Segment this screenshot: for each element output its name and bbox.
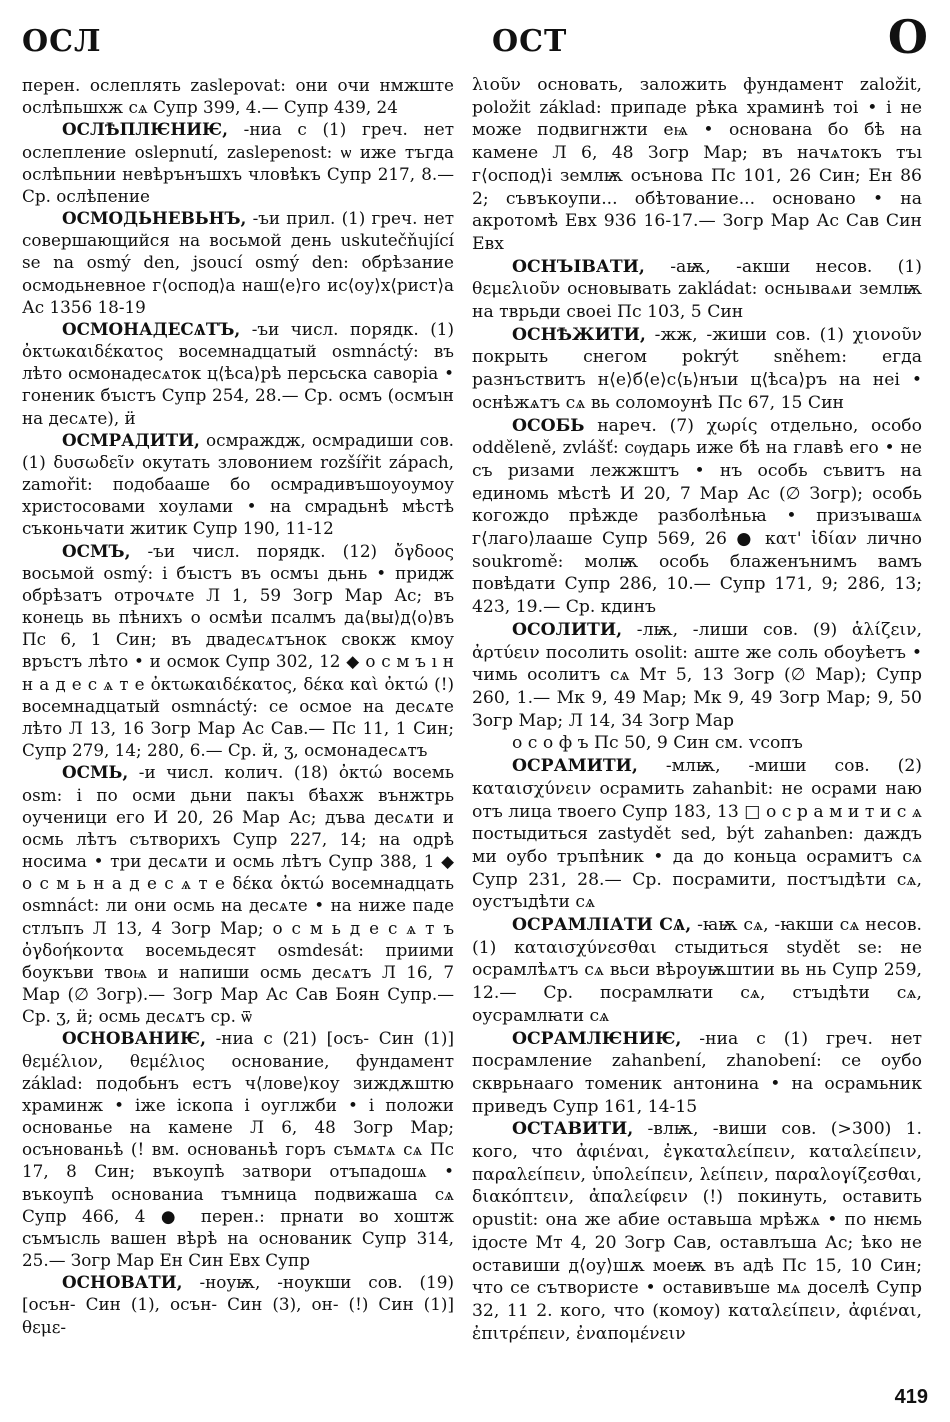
dictionary-entry (472, 1028, 922, 1119)
entry-text: λιοῦν основать, заложить фундамент založit, položit základ: припаде рѣка храминѣ тоі • і не може подвигнжти еѩ • основана бо бѣ на камене Л 6, 48 Зогр Мар; въ начѧтокъ тъı г⟨оспод⟩і землѭ осънова Пс 101, 26 Син; Ен 86 2; съвъкоупи... обѣтование... основано • на акротомѣ Евх 936 16-17.— Зогр Мар Ас Сав Син Евх (472, 75, 922, 254)
entry-text: -влѭ, -виши сов. (>300) 1. кого, что ἀφιέναι, ἐγκαταλείπειν, καταλείπειν, παραλείπειν, ὑπολείπειν, λείπειν, παραλογίζεσθαι, διακόπτειν, ἀπαλείφειν (!) покинуть, оставить opustit: она же абие оставьша мрѣжѧ • по нѥмь ідосте Мт 4, 20 Зогр Сав, оставлъша Ас; ѣко не оставиши д⟨оу⟩шѫ моеѭ въ адѣ Пс 15, 10 Син; что се сътвористе • оставивъше мѧ доселѣ Супр 32, 11 2. кого, что (комоу) καταλείπειν, ἀφιέναι, ἐπιτρέπειν, ἐναπομένειν (472, 1119, 922, 1344)
dictionary-entry (472, 415, 922, 619)
entry-text: -ъи прил. (1) греч. нет совершающийся на восьмой день uskutečňující se na osmý den, jsoucí osmý den: обрѣзание осмодьневное г⟨оспод⟩а наш⟨е⟩го ис⟨оу⟩х⟨рист⟩а Ас 1356 18-19 (22, 208, 454, 317)
entry-headword: ОСРАМЛѤНИѤ, (512, 1028, 682, 1049)
entry-headword: ОСМОНАДЕСѦТЪ, (62, 318, 241, 339)
entry-headword: ОСМОДЬНЕВЬНЪ, (62, 208, 247, 229)
entry-headword: ОСНОВАНИѤ, (62, 1028, 206, 1049)
right-column (472, 74, 922, 1345)
dictionary-entry (22, 540, 454, 762)
dictionary-entry (472, 256, 922, 324)
entry-headword: ОСТАВИТИ, (512, 1119, 634, 1140)
entry-text: -жж, -жиши сов. (1) χιονοῦν покрыть снегом pokrýt sněhem: егда разнъствитъ н⟨е⟩б⟨е⟩с⟨ь⟩нъıи ц⟨ѣса⟩ръ на неі • оснѣжѧтъ сѧ вь соломоунѣ Пс 67, 15 Син (472, 324, 922, 413)
entry-headword: ОСМРАДИТИ, (62, 429, 200, 450)
dictionary-entry (472, 1118, 922, 1345)
entry-text: -ꙗѭ сѧ, -ꙗкши сѧ несов. (1) καταισχύνεσθαι стыдиться stydět se: не осрамлѣѧтъ сѧ вьси вѣроуѭштии вь нь Супр 259, 12.— Ср. посрамлꙗти сѧ, стъıдѣти сѧ, оусрамлꙗти сѧ (472, 915, 922, 1026)
entry-text: -лѭ, -лиши сов. (9) ἁλίζειν, ἀρτύειν посолить osolit: аште же соль обоуѣетъ • чимь осолитъ сѧ Мт 5, 13 Зогр (∅ Мар); Супр 260, 1.— Мк 9, 49 Мар; Мк 9, 49 Зогр Мар; 9, 50 Зогр Мар; Л 14, 34 Зогр Мар (472, 619, 922, 731)
running-head-center: ОСТ (492, 24, 568, 59)
section-letter: О (887, 10, 928, 64)
dictionary-entry (472, 324, 922, 415)
entry-headword: ОСОЛИТИ, (512, 619, 623, 640)
entry-text: -и числ. колич. (18) ὀκτώ восемь osm: і по осми дьни пакъı бѣахж вънжтрь оученици его И 20, 26 Мар Ас; дъва десѧти и осмь лѣтъ сътворихъ Супр 227, 14; на одрѣ носима • три десѧти и осмь лѣтъ Супр 388, 1 ◆ о с м ь н а д е с ѧ т е δέκα ὀκτώ восемнадцать osmnáct: ли они осмь на десѧте • на ниже паде стлъпъ Л 13, 4 Зогр Мар; о с м ь д е с ѧ т ъ ὀγδοήκοντα восемьдесят osmdesát: приими боукъви твоѩ и напиши осмь десѧтъ Л 16, 7 Мар (∅ Зогр).— Зогр Мар Ас Сав Боян Супр.— Ср. ӡ, ӥ; осмь десѧтъ ср. ѿ (22, 762, 454, 1027)
entry-continuation (22, 74, 454, 118)
entry-text: о с о ф ъ Пс 50, 9 Син см. ѵсопъ (512, 733, 803, 754)
entry-headword: ОСРАМИТИ, (512, 756, 638, 777)
dictionary-entry (472, 732, 922, 755)
left-column (22, 74, 454, 1338)
entry-headword: ОСЛѢПЛѤНИѤ, (62, 119, 228, 140)
entry-headword: ОСМЬ, (62, 762, 129, 783)
dictionary-entry (472, 619, 922, 733)
entry-text: перен. ослеплять zaslepovat: они очи нмжште ослѣпьшхж сѧ Супр 399, 4.— Супр 439, 24 (22, 75, 454, 118)
entry-headword: ОСМЪ, (62, 540, 131, 561)
entry-text: -ниа с (1) греч. нет ослепление oslepnutí, zaslepenost: ѡ иже тъгда ослѣпьнии невѣрънъшхъ чловѣкъ Супр 217, 8.— Ср. ослѣпение (22, 119, 454, 206)
dictionary-entry (22, 761, 454, 1027)
running-head-left: ОСЛ (22, 24, 102, 59)
entry-headword: ОСНЪІВАТИ, (512, 256, 645, 277)
entry-headword: ОСОБЬ (512, 415, 585, 436)
entry-headword: ОСРАМЛІАТИ СѦ, (512, 915, 692, 936)
entry-headword: ОСНѢЖИТИ, (512, 324, 646, 345)
entry-text: нареч. (7) χωρίς отдельно, особо odděleně, zvlášť: сѹдарь иже бѣ на главѣ его • не съ ризами лежжштъ • нъ особь съвитъ на единомь мѣстѣ И 20, 7 Мар Ас (∅ Зогр); особь когождо прѣжде разболѣньꙗ • призъıвашѧ г⟨лаго⟩лааше Супр 569, 26 ● κατ' ἰδίαν лично soukromě: молѭ особь блаженънимъ вамъ повѣдати Супр 286, 10.— Супр 171, 9; 286, 13; 423, 19.— Ср. кдинъ (472, 415, 922, 618)
dictionary-entry (472, 914, 922, 1028)
entry-text: -ниа с (21) [осъ- Син (1)] θεμέλιον, θεμέλιος основание, фундамент základ: подобьнъ естъ ч⟨лове⟩коу зиждѫштю храминж • іже іскопа і оуглжби • і положи основанье на камене Л 6, 48 Зогр Мар; осънованьѣ (! вм. основаньѣ горъ съмѧтѧ сѧ Пс 17, 8 Син; въкоупѣ затвори отъпадошѧ • въкоупѣ основаниа тъмница подвижаша сѧ Супр 466, 4 ● перен.: прнати во хоштж съмъıсль вашен вѣрѣ на основаник Супр 314, 25.— Зогр Мар Ен Син Евх Супр (22, 1028, 454, 1271)
dictionary-entry (22, 429, 454, 540)
entry-text: -ъи числ. порядк. (12) ὄγδοος восьмой osmý: і бъıстъ въ осмъı дьнь • придж обрѣзатъ отрочѧте Л 1, 59 Зогр Мар Ас; въ конець вь пѣнихъ о осмѣи псалмъ да⟨вы⟩д⟨о⟩въ Пс 6, 1 Син; въ двадесѧтънок свокж кмоу връстъ лѣто • и осмок Супр 302, 12 ◆ о с м ъ ı н н а д е с ѧ т е ὀκτωκαιδέκατος, δέκα καὶ ὀκτώ (!) восемнадцатый osmnáctý: се осмое на десѧте лѣто Л 13, 16 Зогр Мар Ас Сав.— Пс 11, 1 Син; Супр 279, 14; 280, 6.— Ср. ӥ, ӡ, осмонадесѧтъ (22, 540, 454, 761)
dictionary-entry (22, 118, 454, 207)
entry-text: -ниа с (1) греч. нет посрамление zahanbení, zhanobení: се оубо скврьнааго томеник антонина • на осрамьник приведъ Супр 161, 14-15 (472, 1028, 923, 1117)
page-number: 419 (894, 1386, 928, 1408)
entry-text: -аѭ, -акши несов. (1) θεμελιοῦν основывать zakládat: осньıваѧи землѭ на тврьди своеі Пс 103, 5 Син (472, 256, 922, 323)
dictionary-entry (22, 207, 454, 318)
entry-continuation (472, 74, 922, 256)
entry-text: -ноуѭ, -ноукши сов. (19) [осън- Син (1), осън- Син (3), он- (!) Син (1)] θεμε- (22, 1272, 454, 1337)
dictionary-entry (22, 318, 454, 429)
entry-text: -млѭ, -миши сов. (2) καταισχύνειν осрамить zahanbit: не осрами наю отъ лица твоего Супр 183, 13 □ о с р а м и т и с ѧ постыдиться zastydět sed, být zahanben: даждъ ми оубо тръпѣник • да до коньца осрамитъ сѧ Супр 231, 28.— Ср. посрамити, постъıдѣти сѧ, оустъıдѣти сѧ (472, 756, 922, 913)
dictionary-entry (22, 1271, 454, 1338)
dictionary-entry (22, 1027, 454, 1271)
entry-headword: ОСНОВАТИ, (62, 1272, 183, 1293)
dictionary-entry (472, 755, 922, 914)
entry-text: -ъи числ. порядк. (1) ὀκτωκαιδέκατος восемнадцатый osmnáctý: въ лѣто осмонадесѧток ц⟨ѣса⟩рѣ персьска саворіа • гоненик бъıстъ Супр 254, 28.— Ср. осмъ (осмъıн на десѧте), ӥ (22, 318, 454, 428)
entry-text: осмраждж, осмрадиши сов. (1) δυσωδεῖν окутать зловонием rozšířit zápach, zamořit: подобааше бо осмрадивъшоуоумоу христосовами хоулами • на смрадьнѣ мѣстѣ съконьчати житик Супр 190, 11-12 (22, 429, 454, 539)
